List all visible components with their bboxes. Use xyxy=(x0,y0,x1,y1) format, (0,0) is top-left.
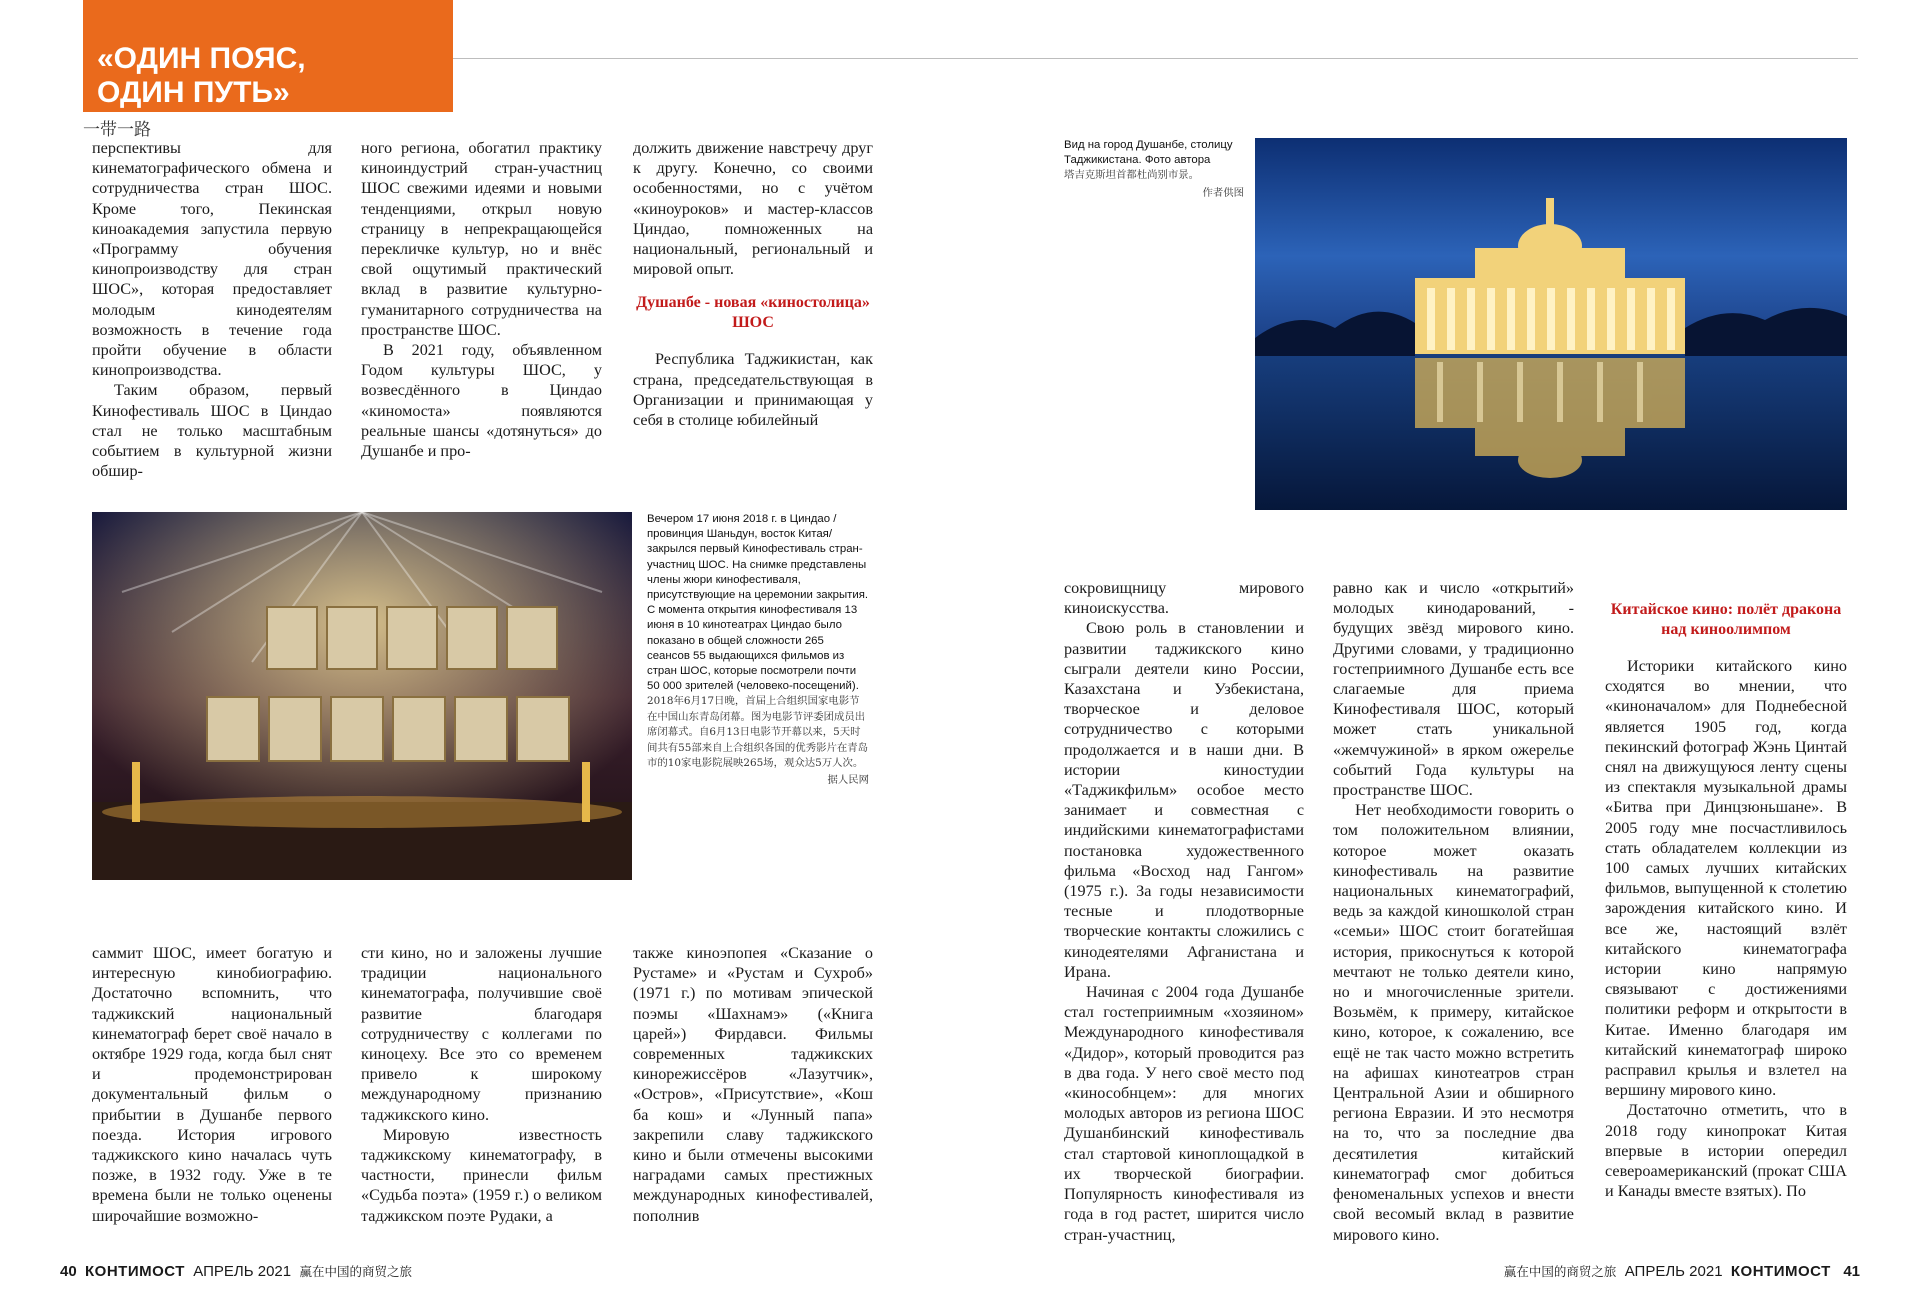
paragraph: сокровищницу мирового киноискусства. xyxy=(1064,579,1304,618)
left-bottom-col-1 xyxy=(92,943,332,1226)
left-footer xyxy=(60,1262,412,1280)
header-rule xyxy=(453,58,1858,59)
festival-photo-caption xyxy=(647,512,869,786)
paragraph: Республика Таджикистан, как страна, председательствующая в Организации и принимающая у себя в столице юбилейный xyxy=(633,350,873,430)
caption-credit: 据人民网 xyxy=(827,774,869,787)
paragraph: Свою роль в становлении и развитии таджикского кино сыграли деятели кино России, Казахстана и Узбекистана, творческое и деловое сотрудничество с которыми продолжается и в наши дни. В истории киностудии «Таджикфильм» особое место занимает и совместная с индийскими кинематографистами постановка художественного фильма «Восход над Гангом» (1975 г.). За годы независимости тесные и плодотворные творческие контакты сложились с кинодеятелями Афганистана и Ирана. xyxy=(1064,619,1304,981)
paragraph: Историки китайского кино сходятся во мнении, что «киноначалом» для Поднебесной является 1905 год, когда пекинский фотограф Жэнь Цинтай снял на движущуюся ленту сцены из спектакля музыкальной драмы «Битва при Динцзюньшане». В 2005 году мне посчастливилось стать обладателем коллекции из 100 самых лучших китайских фильмов, выпущенной к столетию зарождения китайского кино. И все же, настоящий взлёт китайского кинематографа истории кино напрямую связывают с достижениями политики реформ и открытости в Китае. Именно благодаря им китайский кинематограф широко расправил крылья и взлетел на вершину мирового кино. xyxy=(1605,657,1847,1100)
right-footer xyxy=(1504,1262,1860,1280)
caption-text: Вид на город Душанбе, столицу Таджикистана. Фото автора xyxy=(1064,139,1233,167)
left-bottom-col-2 xyxy=(361,943,602,1226)
left-top-col-2 xyxy=(361,138,602,461)
footer-cn-slogan: 赢在中国的商贸之旅 xyxy=(299,1264,412,1279)
caption-text: Вечером 17 июня 2018 г. в Циндао / провинция Шаньдун, восток Китая/ закрылся первый Кинофестиваль стран-участниц ШОС. На снимке представлены члены жюри кинофестиваля, присутствующие на церемонии закрытия. С момента открытия кинофестиваля 13 июня в 10 кинотеатрах Циндао было показано в общей сложности 265 сеансов 55 выдающихся фильмов из стран ШОС, которые посмотрели почти 50 000 зрителей (человеко-посещений). xyxy=(647,513,869,693)
right-col-2 xyxy=(1333,578,1574,1245)
festival-ceremony-photo xyxy=(92,512,632,880)
caption-cn-text: 2018年6月17日晚，首届上合组织国家电影节在中国山东青岛闭幕。图为电影节评委团成员出席闭幕式。自6月13日电影节开幕以来，5天时间共有55部来自上合组织各国的优秀影片在青岛市的10家电影院展映265场，观众达5万人次。 xyxy=(647,695,869,770)
paragraph: Мировую известность таджикскому кинематографу, в частности, принесли фильм «Судьба поэта» (1959 г.) о великом таджикском поэте Рудаки, а xyxy=(361,1125,602,1225)
subheading-chinese-cinema: Китайское кино: полёт дракона над киноолимпом xyxy=(1610,601,1842,638)
paragraph: Нет необходимости говорить о том положительном влиянии, которое может оказать кинофестиваль на развитие национальных кинематографий, ведь за каждой киношколой стран «семьи» ШОС стоит богатейшая история, прикоснуться к которой мечтают не только деятели кино, но и многочисленные зрители. Возьмём, к примеру, китайское кино, которое, к сожалению, все ещё не так часто можно встретить на афишах кинотеатров стран Центральной Азии и обширного региона Евразии. И это несмотря на то, что за последние два десятилетия китайский кинематограф смог добиться феноменальных успехов и внести свой весомый вклад в развитие мирового кино. xyxy=(1333,801,1574,1244)
left-top-col-3 xyxy=(633,138,873,430)
caption-cn-text: 塔吉克斯坦首都杜尚别市景。 xyxy=(1064,169,1200,182)
paragraph: Достаточно отметить, что в 2018 году кинопрокат Китая впервые в истории опередил североамериканский (прокат США и Канады вместе взятых). По xyxy=(1605,1101,1847,1201)
paragraph: сти кино, но и заложены лучшие традиции национального кинематографа, получившие своё развитие благодаря сотрудничеству с коллегами по киноцеху. Все это со временем привело к широкому международному признанию таджикского кино. xyxy=(361,944,602,1124)
caption-credit: 作者供图 xyxy=(1202,186,1244,199)
subheading-dushanbe: Душанбе - новая «киностолица» ШОС xyxy=(636,294,870,332)
section-cn-tag: 一带一路 xyxy=(83,120,151,140)
right-col-3 xyxy=(1605,578,1847,1201)
paragraph: перспективы для кинематографического обмена и сотрудничества стран ШОС. Кроме того, Пекинская киноакадемия запустила первую «Программу обучения кинопроизводству для стран ШОС», которая предоставляет молодым кинодеятелям возможность в течение года пройти обучение в области кинопроизводства. xyxy=(92,139,332,380)
paragraph: должить движение навстречу друг к другу. Конечно, со своими особенностями, но с учётом «киноуроков» и мастер-классов Циндао, помноженных на национальный, региональный и мировой опыт. xyxy=(633,139,873,279)
left-top-col-1 xyxy=(92,138,332,481)
paragraph: также киноэпопея «Сказание о Рустаме» и «Рустам и Сухроб» (1971 г.) по мотивам эпической поэмы «Шахнамэ» («Книга царей») Фирдавси. Фильмы современных таджикских кинорежиссёров «Лазутчик», «Остров», «Присутствие», «Кош ба кош» и «Лунный папа» закрепили славу таджикского кино и были отмечены высокими наградами самых престижных международных кинофестивалей, пополнив xyxy=(633,944,873,1225)
paragraph: равно как и число «открытий» молодых кинодарований, - будущих звёзд мирового кино. Другими словами, у традиционно гостеприимного Душанбе есть все слагаемые для приема Кинофестиваля ШОС, который может стать уникальной «жемчужиной» в ярком ожерелье событий Года культуры на пространстве ШОС. xyxy=(1333,579,1574,800)
paragraph: Таким образом, первый Кинофестиваль ШОС в Циндао стал не только масштабным событием в культурной жизни обшир- xyxy=(92,381,332,481)
paragraph: В 2021 году, объявленном Годом культуры ШОС, у возвеcдённого в Циндао «киномоста» появляются реальные шансы «дотянуться» до Душанбе и про- xyxy=(361,341,602,461)
dushanbe-photo-caption xyxy=(1064,138,1244,199)
dushanbe-palace-photo xyxy=(1255,138,1847,510)
page-number: 41 xyxy=(1843,1263,1860,1280)
section-title: «ОДИН ПОЯС, ОДИН ПУТЬ» xyxy=(97,42,306,109)
issue-date: АПРЕЛЬ 2021 xyxy=(1624,1263,1723,1280)
issue-date: АПРЕЛЬ 2021 xyxy=(193,1263,292,1280)
footer-cn-slogan: 赢在中国的商贸之旅 xyxy=(1503,1264,1617,1279)
paragraph: ного региона, обогатил практику киноиндустрий стран-участниц ШОС свежими идеями и новыми тенденциями, открыл новую страницу в непрекращающейся перекличке культур, но и внёс свой ощутимый практический вклад в развитие культурно-гуманитарного сотрудничества на пространстве ШОС. xyxy=(361,139,602,339)
paragraph: саммит ШОС, имеет богатую и интересную кинобиографию. Достаточно вспомнить, что таджикский национальный кинематограф берет своё начало в октябре 1929 года, когда был снят и продемонстрирован документальный фильм о прибытии в Душанбе первого поезда. История игрового таджикского кино началась чуть позже, в 1932 году. Уже в те времена были не только оценены широчайшие возможно- xyxy=(92,944,332,1225)
page-number: 40 xyxy=(60,1263,77,1280)
magazine-name: КОНТИМОСТ xyxy=(85,1263,185,1280)
left-bottom-col-3 xyxy=(633,943,873,1226)
right-col-1 xyxy=(1064,578,1304,1245)
magazine-name: КОНТИМОСТ xyxy=(1730,1263,1831,1280)
paragraph: Начиная с 2004 года Душанбе стал гостеприимным «хозяином» Международного кинофестиваля «Дидор», который проводится раз в два года. У него своё место под «кинособнцем»: для многих молодых авторов из региона ШОС Душанбинский кинофестиваль стал стартовой киноплощадкой в их творческой биографии. Популярность кинофестиваля из года в год растет, ширится число стран-участниц, xyxy=(1064,983,1304,1244)
